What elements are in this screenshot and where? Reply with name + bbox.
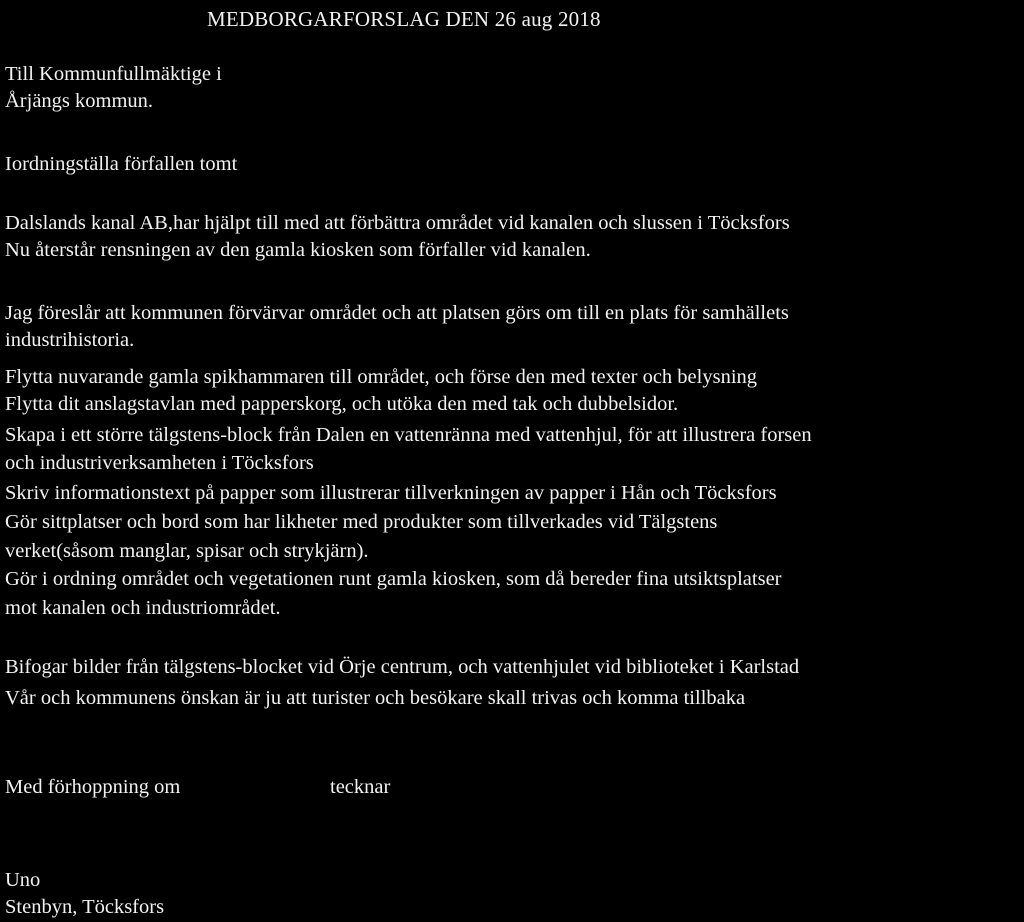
- paragraph-2-line: mot kanalen och industriområdet.: [5, 597, 281, 619]
- signature-name: Uno: [5, 869, 41, 891]
- paragraph-2-line: Gör i ordning området och vegetationen runt gamla kiosken, som då bereder fina utsiktsplatser: [5, 568, 782, 590]
- paragraph-2-line: Flytta nuvarande gamla spikhammaren till området, och förse den med texter och belysning: [5, 366, 758, 388]
- paragraph-2-line: Gör sittplatser och bord som har likheter med produkter som tillverkades vid Tälgstens: [5, 511, 718, 533]
- paragraph-2-line: Jag föreslår att kommunen förvärvar området och att platsen görs om till en plats för samhällets: [5, 302, 789, 324]
- signature-place: Stenbyn, Töcksfors: [5, 896, 165, 918]
- paragraph-3-line: Vår och kommunens önskan är ju att turister och besökare skall trivas och komma tillbaka: [5, 687, 746, 709]
- closing-signoff: tecknar: [330, 776, 391, 798]
- paragraph-2-line: industrihistoria.: [5, 329, 135, 351]
- paragraph-2-line: Skapa i ett större tälgstens-block från Dalen en vattenränna med vattenhjul, för att illustrera forsen: [5, 424, 812, 446]
- paragraph-1-line: Nu återstår rensningen av den gamla kiosken som förfaller vid kanalen.: [5, 239, 591, 261]
- recipient-line-1: Till Kommunfullmäktige i: [5, 63, 222, 85]
- closing-phrase: Med förhoppning om: [5, 776, 181, 798]
- paragraph-2-line: och industriverksamheten i Töcksfors: [5, 452, 314, 474]
- recipient-line-2: Årjängs kommun.: [5, 90, 154, 112]
- document-heading: MEDBORGARFORSLAG DEN 26 aug 2018: [207, 7, 601, 31]
- paragraph-3-line: Bifogar bilder från tälgstens-blocket vid Örje centrum, och vattenhjulet vid biblioteket i Karlstad: [5, 656, 800, 678]
- paragraph-2-line: Flytta dit anslagstavlan med papperskorg, och utöka den med tak och dubbelsidor.: [5, 393, 679, 415]
- paragraph-2-line: verket(såsom manglar, spisar och strykjärn).: [5, 540, 369, 562]
- paragraph-1-line: Dalslands kanal AB,har hjälpt till med att förbättra området vid kanalen och slussen i Töcksfors: [5, 212, 790, 234]
- paragraph-2-line: Skriv informationstext på papper som illustrerar tillverkningen av papper i Hån och Töcksfors: [5, 482, 777, 504]
- subject-line: Iordningställa förfallen tomt: [5, 153, 238, 175]
